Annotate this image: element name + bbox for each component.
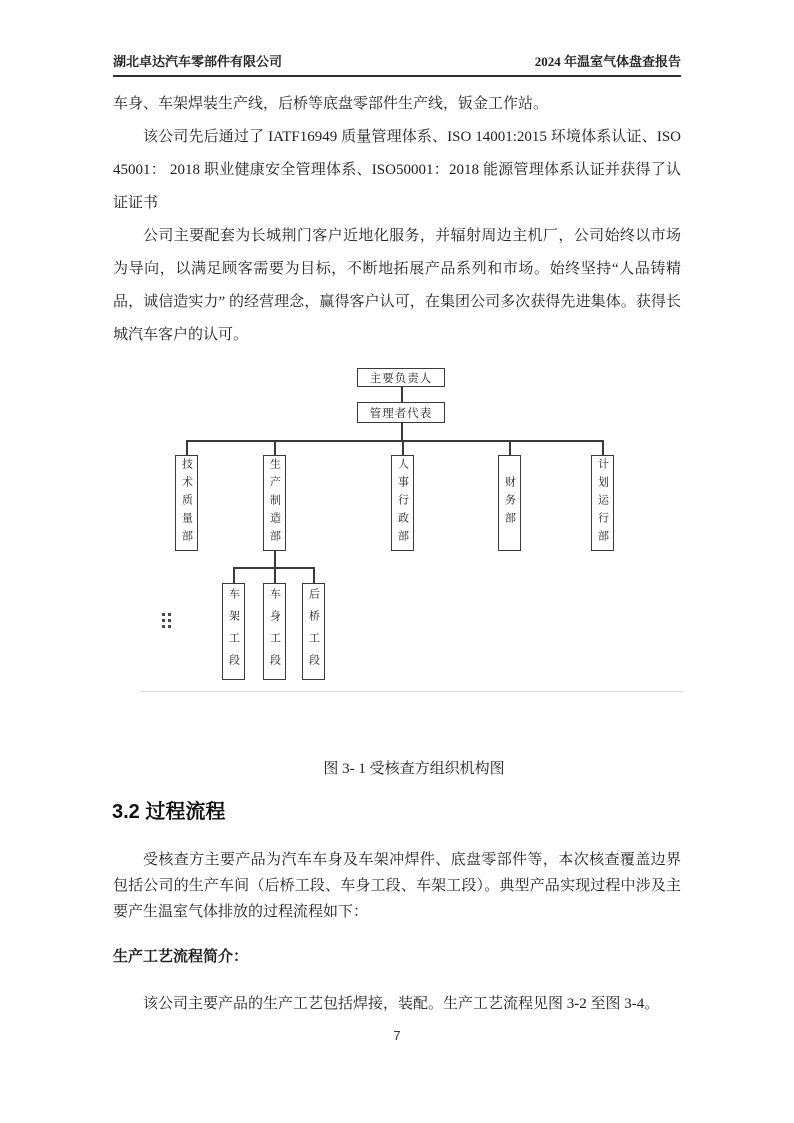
connector-line	[274, 567, 276, 583]
workshop-label: 后桥工段	[307, 587, 320, 676]
image-bottom-edge	[140, 691, 683, 692]
org-box-department	[391, 455, 414, 551]
figure-caption: 图 3- 1 受核查方组织机构图	[323, 761, 505, 777]
body-paragraph: 公司主要配套为长城荆门客户近地化服务，并辐射周边主机厂，公司始终以市场为导向，以满足顾客需要为目标，不断地拓展产品系列和市场。始终坚持“人品铸精品，诚信造实力” 的经营理念，赢得客户认可，在集团公司多次获得先进集体。获得长城汽车客户的认可。	[113, 228, 681, 343]
connector-line	[509, 440, 511, 455]
org-box-leader: 主要负责人	[357, 368, 445, 387]
connector-line	[401, 423, 403, 440]
page-header	[113, 54, 681, 77]
department-label: 人事行政部	[396, 458, 409, 548]
org-box-department	[591, 455, 614, 551]
header-company-name: 湖北卓达汽车零部件有限公司	[113, 54, 283, 69]
workshop-label: 车身工段	[268, 587, 281, 676]
drag-handle-dots-icon	[162, 613, 171, 628]
department-label: 计划运行部	[596, 458, 609, 548]
connector-line	[402, 440, 404, 455]
body-paragraph: 该公司先后通过了 IATF16949 质量管理体系、ISO 14001:2015 环境体系认证、ISO 45001： 2018 职业健康安全管理体系、ISO50001：2018 能源管理体系认证并获得了认证证书	[113, 129, 681, 211]
org-box-department	[175, 455, 198, 551]
org-box-department	[498, 455, 521, 551]
org-box-workshop	[222, 583, 245, 680]
org-box-workshop	[302, 583, 325, 680]
org-box-workshop	[263, 583, 286, 680]
intro-text-block	[113, 88, 681, 352]
connector-line	[186, 440, 603, 442]
connector-line	[233, 567, 235, 583]
body-paragraph: 车身、车架焊装生产线，后桥等底盘零部件生产线，钣金工作站。	[113, 96, 549, 112]
connector-line	[274, 440, 276, 455]
department-label: 技术质量部	[180, 458, 193, 548]
body-paragraph: 该公司主要产品的生产工艺包括焊接，装配。生产工艺流程见图 3-2 至图 3-4。	[143, 996, 660, 1012]
connector-line	[274, 551, 276, 567]
subsection-heading: 生产工艺流程简介：	[113, 949, 249, 965]
body-paragraph: 受核查方主要产品为汽车车身及车架冲焊件、底盘零部件等，本次核查覆盖边界包括公司的生产车间（后桥工段、车身工段、车架工段）。典型产品实现过程中涉及主要产生温室气体排放的过程流程如下：	[113, 852, 681, 920]
department-label: 财务部	[503, 476, 516, 530]
connector-line	[186, 440, 188, 455]
connector-line	[313, 567, 315, 583]
connector-line	[401, 387, 403, 402]
org-box-management-representative: 管理者代表	[357, 402, 445, 423]
section-heading: 3.2 过程流程	[112, 801, 226, 823]
org-box-department	[263, 455, 286, 551]
connector-line	[602, 440, 604, 455]
workshop-label: 车架工段	[227, 587, 240, 676]
header-report-title: 2024 年温室气体盘查报告	[534, 54, 681, 69]
department-label: 生产制造部	[268, 458, 281, 548]
page-number: 7	[393, 1028, 401, 1043]
